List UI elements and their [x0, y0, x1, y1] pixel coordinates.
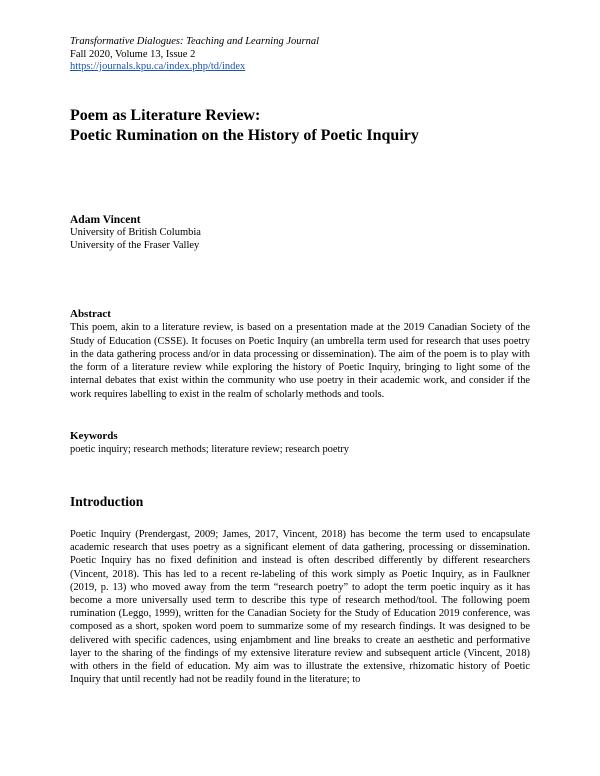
introduction-text: Poetic Inquiry (Prendergast, 2009; James, 2017, Vincent, 2018) has become the term used to encapsulate academic research that uses poetry as a significant element of data gathering, processing or dissemination. Poetic Inquiry has no fixed definition and instead is often described differently by different researchers (Vincent, 2018). This has led to a recent re-labeling of this work simply as Poetic Inquiry, as in Faulkner (2019, p. 13) who moved away from the term “research poetry” to adopt the term poetic inquiry as it has become a more universally used term to describe this type of research method/tool. The following poem rumination (Leggo, 1999), written for the Canadian Society for the Study of Education 2019 conference, was composed as a short, spoken word poem to summarize some of my research findings. It was designed to be delivered with specific cadences, using enjambment and line breaks to create an aesthetic and performative layer to the sharing of the findings of my extensive literature review and subsequent article (Vincent, 2018) with others in the field of education. My aim was to illustrate the extensive, rhizomatic history of Poetic Inquiry that until recently had not be readily found in the literature; to — [70, 529, 530, 686]
paper-title-line1: Poem as Literature Review: — [70, 107, 261, 124]
abstract-heading: Abstract — [70, 308, 111, 320]
keywords-text: poetic inquiry; research methods; literature review; research poetry — [70, 444, 349, 456]
paper-title — [70, 106, 419, 146]
journal-url-link[interactable]: https://journals.kpu.ca/index.php/td/index — [70, 61, 246, 72]
abstract-text: This poem, akin to a literature review, is based on a presentation made at the 2019 Canadian Society of the Study of Education (CSSE). It focuses on Poetic Inquiry (an umbrella term used for research that uses poetry in the data gathering process and/or in data processing or dissemination). The aim of the poem is to play with the form of a literature review while exploring the history of Poetic Inquiry, bringing to light some of the internal debates that exist within the community who use poetry in their academic work, and consider if the work requires labelling to exist in the realm of scholarly methods and tools. — [70, 322, 530, 400]
paper-title-line2: Poetic Rumination on the History of Poetic Inquiry — [70, 127, 419, 144]
journal-name: Transformative Dialogues: Teaching and Learning Journal — [70, 36, 319, 47]
keywords-heading: Keywords — [70, 430, 118, 442]
author-affiliation-ufv: University of the Fraser Valley — [70, 239, 200, 251]
keywords-section — [70, 430, 530, 457]
author-affiliation-ubc: University of British Columbia — [70, 227, 201, 238]
author-name: Adam Vincent — [70, 214, 141, 226]
introduction-section — [70, 528, 530, 686]
abstract-section — [70, 308, 530, 401]
journal-header — [70, 36, 319, 74]
introduction-heading: Introduction — [70, 494, 144, 509]
author-block — [70, 213, 201, 252]
journal-issue: Fall 2020, Volume 13, Issue 2 — [70, 48, 196, 60]
